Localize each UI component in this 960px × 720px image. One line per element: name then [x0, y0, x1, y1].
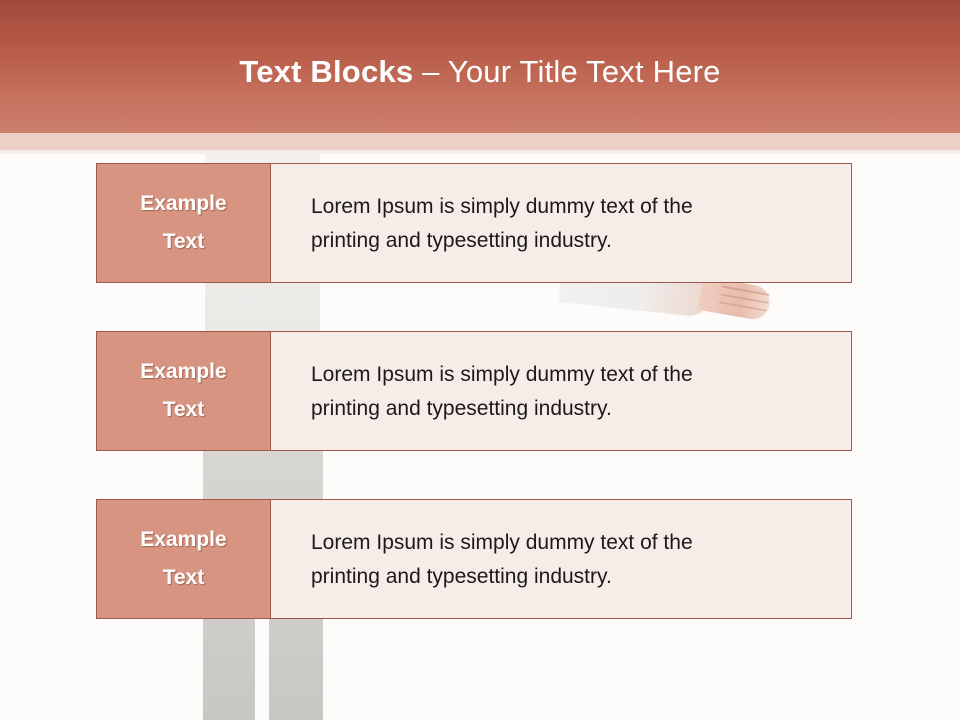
- text-block-row: [96, 499, 852, 619]
- title-bar-accent-band: [0, 133, 960, 150]
- text-block-body-line2: printing and typesetting industry.: [311, 229, 612, 252]
- text-block-body: [271, 332, 851, 450]
- text-block-body: [271, 164, 851, 282]
- text-block-row: [96, 163, 852, 283]
- text-block-label: [97, 164, 271, 282]
- page-title-light: Your Title Text Here: [447, 54, 721, 89]
- page-title-strong: Text Blocks: [239, 54, 414, 89]
- text-block-label: [97, 500, 271, 618]
- text-block-body-line2: printing and typesetting industry.: [311, 565, 612, 588]
- text-block-body-line2: printing and typesetting industry.: [311, 397, 612, 420]
- text-block-label-line1: Example: [140, 528, 227, 551]
- text-block-label-line1: Example: [140, 360, 227, 383]
- photo-person-hand: [698, 276, 773, 322]
- page-title-separator: –: [413, 54, 448, 89]
- title-bar: [0, 0, 960, 133]
- text-block-body-line1: Lorem Ipsum is simply dummy text of the: [311, 531, 693, 554]
- text-block-label-line2: Text: [162, 398, 205, 421]
- text-block-row: [96, 331, 852, 451]
- text-block-body-line1: Lorem Ipsum is simply dummy text of the: [311, 195, 693, 218]
- title-bar-accent-band-light: [0, 150, 960, 154]
- page-title: [0, 52, 960, 92]
- text-block-body: [271, 500, 851, 618]
- text-block-label-line1: Example: [140, 192, 227, 215]
- text-block-body-line1: Lorem Ipsum is simply dummy text of the: [311, 363, 693, 386]
- text-block-label: [97, 332, 271, 450]
- text-block-label-line2: Text: [162, 230, 205, 253]
- text-block-label-line2: Text: [162, 566, 205, 589]
